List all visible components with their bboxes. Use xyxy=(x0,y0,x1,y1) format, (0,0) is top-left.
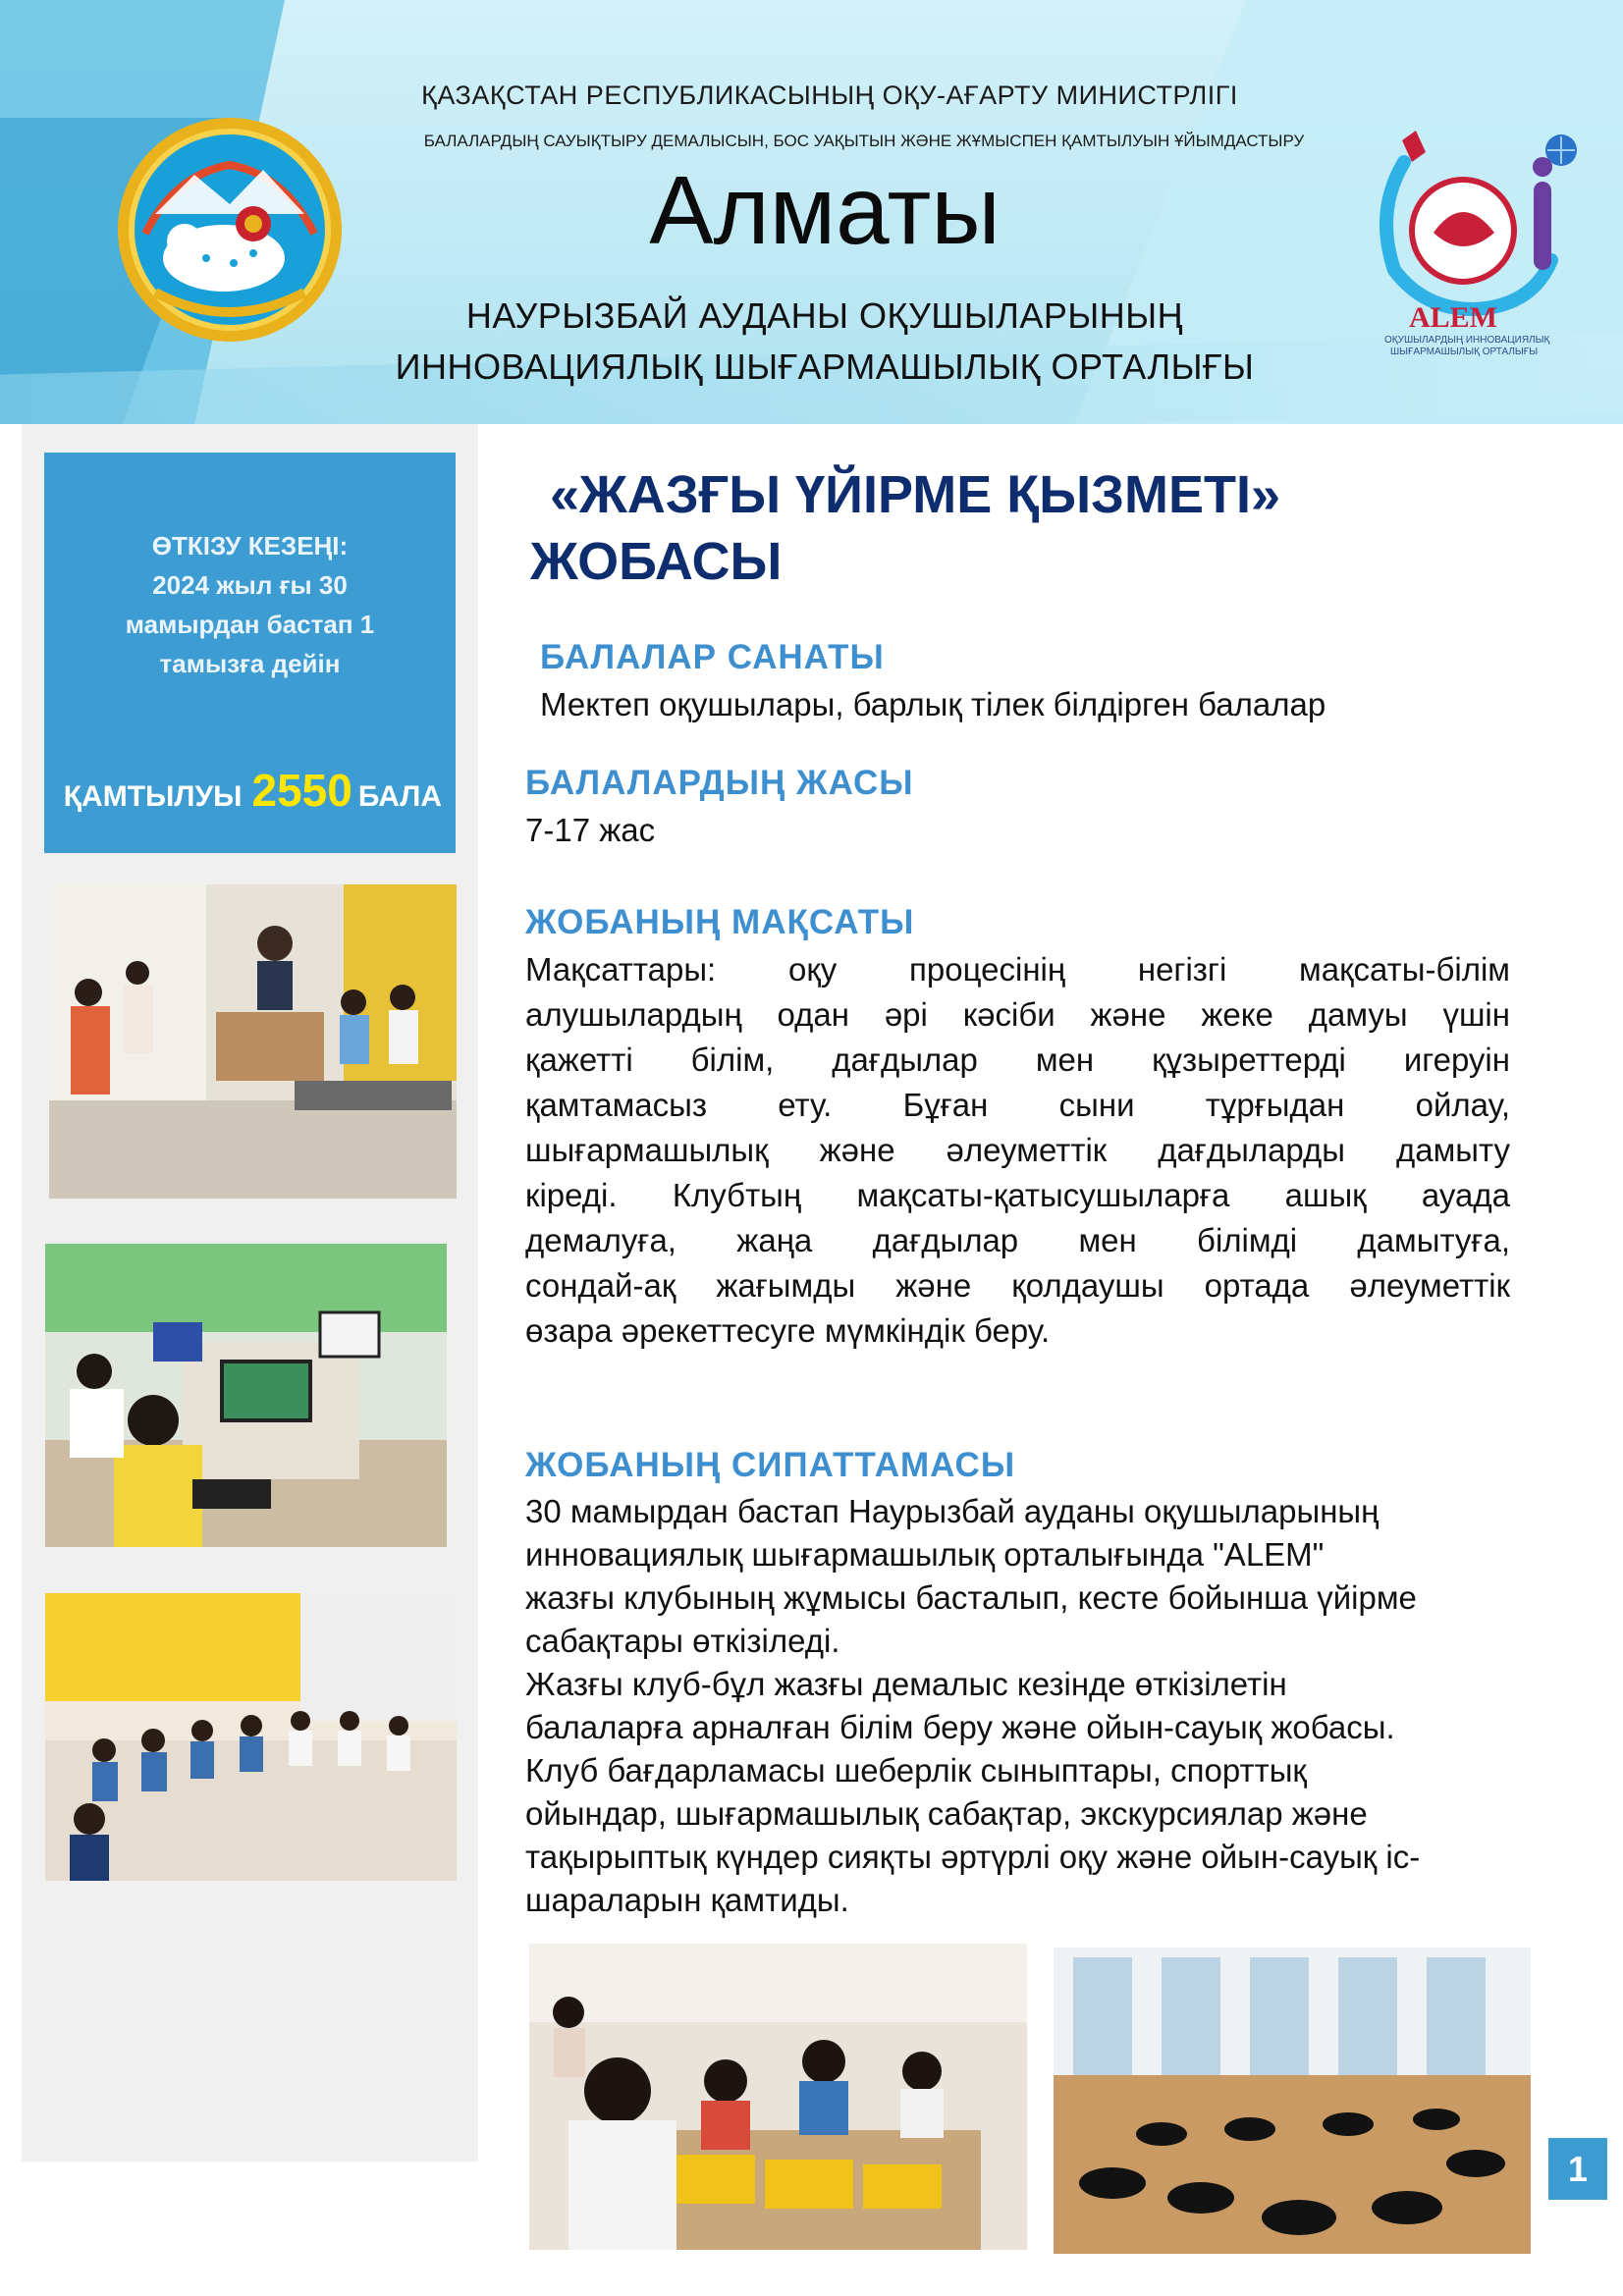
project-title-line: ЖОБАСЫ xyxy=(530,532,783,591)
alem-logo-name: ALEM xyxy=(1409,301,1497,334)
description-line: сабақтары өткізіледі. xyxy=(525,1623,840,1659)
category-text: Мектеп оқушылары, барлық тілек білдірген балалар xyxy=(540,686,1326,722)
center-name-line: НАУРЫЗБАЙ АУДАНЫ ОҚУШЫЛАРЫНЫҢ xyxy=(465,295,1184,336)
description-line: балаларға арналған білім беру және ойын-сауық жобасы. xyxy=(525,1709,1395,1745)
photo-computer-lab xyxy=(45,1244,447,1547)
coverage-unit: БАЛА xyxy=(357,780,442,813)
goal-line: кіреді. Клубтың мақсаты-қатысушыларға ашық ауада xyxy=(525,1177,1510,1213)
alem-logo-subtitle: ШЫҒАРМАШЫЛЫҚ ОРТАЛЫҒЫ xyxy=(1390,347,1539,357)
description-line: инновациялық шығармашылық орталығында "ALEM" xyxy=(525,1536,1325,1573)
description-line: шараларын қамтиды. xyxy=(525,1882,849,1918)
goal-line: қамтамасыз ету. Бұған сыни тұрғыдан ойлау, xyxy=(525,1087,1510,1123)
alem-logo xyxy=(1365,123,1591,358)
project-title-line: «ЖАЗҒЫ ҮЙІРМЕ ҚЫЗМЕТІ» xyxy=(550,465,1280,524)
goal-line: өзара әрекеттесуге мүмкіндік беру. xyxy=(525,1312,1051,1349)
alem-logo-subtitle: ОҚУШЫЛАРДЫҢ ИННОВАЦИЯЛЫҚ xyxy=(1384,335,1550,346)
period-line: тамызға дейін xyxy=(159,649,341,678)
center-name-line: ИННОВАЦИЯЛЫҚ ШЫҒАРМАШЫЛЫҚ ОРТАЛЫҒЫ xyxy=(395,347,1255,387)
description-text xyxy=(525,1490,1586,1922)
goal-line: алушылардың одан әрі кәсіби және жеке дамуы үшін xyxy=(525,996,1510,1033)
description-line: тақырыптық күндер сияқты әртүрлі оқу және ойын-сауық іс- xyxy=(525,1839,1421,1875)
period-line: мамырдан бастап 1 xyxy=(125,610,375,639)
description-line: 30 мамырдан бастап Наурызбай ауданы оқушыларының xyxy=(525,1493,1380,1529)
age-text: 7-17 жас xyxy=(525,812,656,848)
project-title xyxy=(530,461,1591,595)
goal-line: сондай-ақ жағымды және қолдаушы ортада әлеуметтік xyxy=(525,1267,1510,1304)
coverage-line xyxy=(0,764,456,823)
page-number: 1 xyxy=(1548,2138,1607,2200)
description-line: Клуб бағдарламасы шеберлік сыныптары, спорттық xyxy=(525,1752,1307,1789)
goal-line: Мақсаттары: оқу процесінің негізгі мақсаты-білім xyxy=(525,951,1510,988)
description-heading: ЖОБАНЫҢ СИПАТТАМАСЫ xyxy=(525,1446,1016,1484)
age-heading: БАЛАЛАРДЫҢ ЖАСЫ xyxy=(525,764,914,802)
ministry-subtitle: БАЛАЛАРДЫҢ САУЫҚТЫРУ ДЕМАЛЫСЫН, БОС УАҚЫТЫН ЖӘНЕ ЖҰМЫСПЕН ҚАМТЫЛУЫН ҰЙЫМДАСТЫРУ xyxy=(423,132,1305,150)
period-text xyxy=(44,526,456,683)
center-name xyxy=(334,291,1316,393)
goal-text xyxy=(525,947,1510,1354)
description-line: жазғы клубының жұмысы басталып, кесте бойынша үйірме xyxy=(525,1579,1417,1616)
ministry-title: ҚАЗАҚСТАН РЕСПУБЛИКАСЫНЫҢ ОҚУ-АҒАРТУ МИНИСТРЛІГІ xyxy=(421,80,1238,110)
goal-line: шығармашылық және әлеуметтік дағдыларды дамыту xyxy=(525,1132,1510,1168)
category-heading: БАЛАЛАР САНАТЫ xyxy=(540,638,885,676)
goal-line: қажетті білім, дағдылар мен құзыреттерді игеруін xyxy=(525,1041,1510,1078)
goal-heading: ЖОБАНЫҢ МАҚСАТЫ xyxy=(525,903,915,941)
description-line: Жазғы клуб-бұл жазғы демалыс кезінде өткізілетін xyxy=(525,1666,1287,1702)
photo-music-class xyxy=(45,1593,457,1881)
coverage-label: ҚАМТЫЛУЫ xyxy=(63,780,243,813)
photo-crafts-class xyxy=(529,1944,1027,2250)
photo-classroom xyxy=(49,884,457,1199)
period-line: 2024 жыл ғы 30 xyxy=(152,570,348,600)
photo-dance-hall xyxy=(1054,1948,1531,2254)
almaty-emblem-icon xyxy=(116,116,344,344)
period-line: ӨТКІЗУ КЕЗЕҢІ: xyxy=(151,531,349,561)
description-line: ойындар, шығармашылық сабақтар, экскурсиялар және xyxy=(525,1795,1368,1832)
coverage-number: 2550 xyxy=(251,765,352,816)
city-title: Алматы xyxy=(649,156,1001,264)
goal-line: демалуға, жаңа дағдылар мен білімді дамытуға, xyxy=(525,1222,1510,1258)
